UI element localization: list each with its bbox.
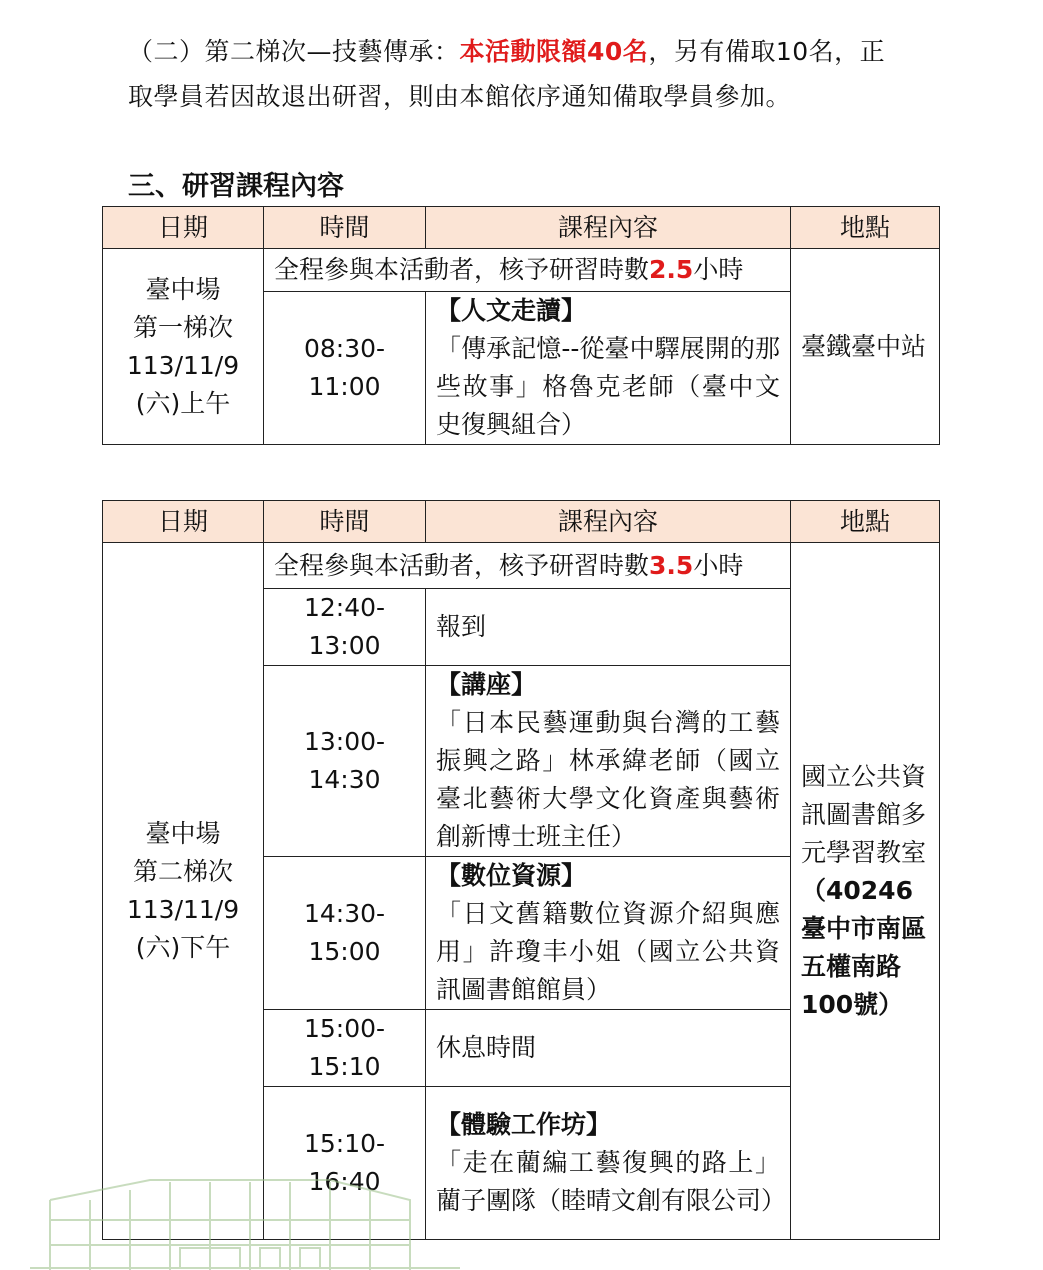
date-line: 113/11/9	[126, 895, 240, 924]
time-slot	[264, 666, 426, 857]
time-start: 15:00-	[303, 1014, 386, 1043]
time-end: 16:40	[308, 1167, 381, 1196]
location-text: 臺鐵臺中站	[801, 331, 927, 361]
time-slot	[264, 292, 426, 445]
course-content	[426, 1087, 791, 1240]
time-slot	[264, 1010, 426, 1087]
table-header-row	[103, 501, 940, 543]
date-line: 第一梯次	[132, 312, 233, 342]
building-watermark-icon	[30, 1160, 460, 1270]
intro-paragraph	[128, 29, 928, 119]
session-location	[791, 249, 940, 445]
section-title: 三、研習課程內容	[128, 171, 344, 202]
date-line: 第二梯次	[132, 857, 233, 886]
table-row	[103, 249, 940, 292]
date-line: 臺中場	[145, 274, 221, 304]
course-content	[426, 1010, 791, 1087]
course-body: 「日本民藝運動與台灣的工藝振興之路」林承緯老師（國立臺北藝術大學文化資產與藝術創新博士班主任）	[436, 708, 780, 851]
table-row	[103, 543, 940, 589]
hours-value: 2.5	[649, 255, 694, 284]
time-slot	[264, 857, 426, 1010]
table-header-row	[103, 207, 940, 249]
date-line: 113/11/9	[126, 350, 240, 380]
time-start: 13:00-	[303, 727, 386, 756]
time-end: 13:00	[308, 631, 381, 660]
course-title: 【體驗工作坊】	[436, 1110, 612, 1139]
header-time: 時間	[264, 501, 426, 543]
time-end: 15:00	[308, 937, 381, 966]
schedule-table-1	[102, 206, 940, 445]
date-line: (六)下午	[135, 933, 231, 962]
intro-line1-rest: ，另有備取10名，正	[648, 37, 886, 66]
time-start: 12:40-	[303, 593, 386, 622]
course-title: 【人文走讀】	[436, 296, 587, 325]
time-start: 08:30-	[303, 334, 386, 363]
hours-note-prefix: 全程參與本活動者，核予研習時數	[274, 550, 650, 580]
time-start: 15:10-	[303, 1129, 386, 1158]
intro-line-2: 取學員若因故退出研習，則由本館依序通知備取學員參加。	[128, 82, 792, 111]
header-location: 地點	[791, 207, 940, 249]
course-body: 報到	[436, 612, 487, 641]
session-location	[791, 543, 940, 1240]
time-end: 15:10	[308, 1052, 381, 1081]
course-content	[426, 666, 791, 857]
location-address: （40246臺中市南區五權南路100號）	[801, 876, 927, 1019]
hours-note	[264, 543, 791, 589]
hours-value: 3.5	[649, 550, 694, 580]
course-body: 「日文舊籍數位資源介紹與應用」許瓊丰小姐（國立公共資訊圖書館館員）	[436, 899, 780, 1004]
course-content	[426, 589, 791, 666]
location-text: 國立公共資訊圖書館多元學習教室	[801, 762, 927, 867]
date-line: (六)上午	[135, 388, 231, 418]
session-date	[103, 249, 264, 445]
course-body: 休息時間	[436, 1033, 537, 1062]
schedule-table-2	[102, 500, 940, 1240]
header-date: 日期	[103, 501, 264, 543]
hours-note	[264, 249, 791, 292]
hours-note-suffix: 小時	[693, 255, 744, 284]
header-content: 課程內容	[426, 501, 791, 543]
header-location: 地點	[791, 501, 940, 543]
header-date: 日期	[103, 207, 264, 249]
intro-prefix: （二）第二梯次—技藝傳承：	[128, 37, 460, 66]
header-time: 時間	[264, 207, 426, 249]
course-title: 【講座】	[436, 670, 537, 699]
date-line: 臺中場	[145, 819, 221, 848]
course-body: 「走在藺編工藝復興的路上」藺子團隊（睦晴文創有限公司）	[436, 1148, 787, 1215]
intro-line-1	[128, 29, 928, 74]
header-content: 課程內容	[426, 207, 791, 249]
session-date	[103, 543, 264, 1240]
course-content	[426, 292, 791, 445]
course-title: 【數位資源】	[436, 861, 587, 890]
time-start: 14:30-	[303, 899, 386, 928]
quota-highlight: 本活動限額40名	[459, 37, 649, 66]
course-body: 「傳承記憶--從臺中驛展開的那些故事」格魯克老師（臺中文史復興組合）	[436, 334, 780, 439]
hours-note-suffix: 小時	[693, 550, 744, 580]
time-end: 11:00	[308, 372, 381, 401]
course-content	[426, 857, 791, 1010]
time-end: 14:30	[308, 765, 381, 794]
hours-note-prefix: 全程參與本活動者，核予研習時數	[274, 255, 650, 284]
time-slot	[264, 589, 426, 666]
